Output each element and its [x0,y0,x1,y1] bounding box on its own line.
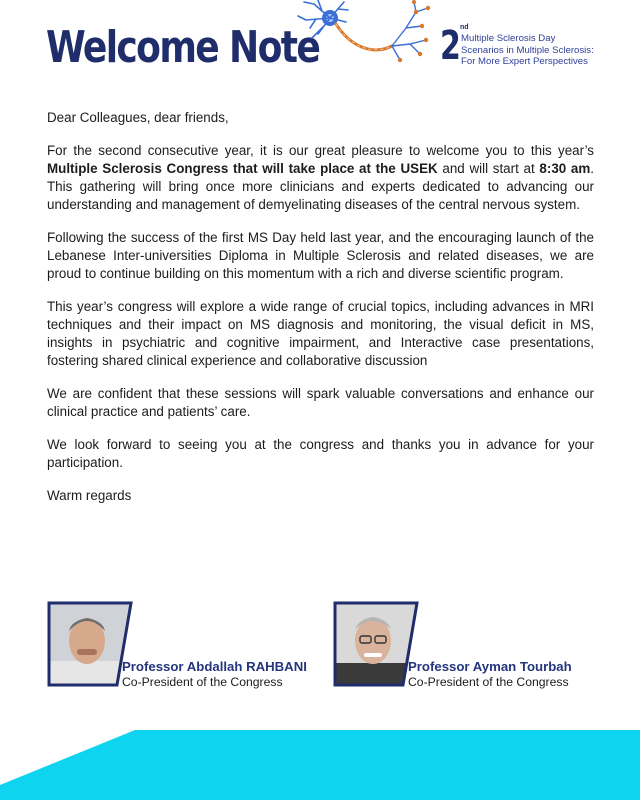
signatory-1-role: Co-President of the Congress [122,675,283,689]
neuron-illustration [296,0,446,66]
event-badge [440,22,630,72]
event-ordinal-number: 2 [440,23,461,69]
letter-paragraph-3: This year’s congress will explore a wide range of crucial topics, including advances in MRI techniques and their impact on MS diagnosis and monitoring, the visual deficit in MS, insights in psychiatric and cognitive impairment, and Interactive case presentations, fostering shared clinical experience and collaborative discussion [47,299,594,368]
letter-paragraph-1 [47,142,594,214]
event-ordinal-suffix: nd [460,24,469,31]
signatory-2-role: Co-President of the Congress [408,675,569,689]
p1-text-1: For the second consecutive year, it is our great pleasure to welcome you to this year’s [47,143,594,158]
signatory-2-photo [333,601,419,687]
letter-paragraph-4: We are confident that these sessions will spark valuable conversations and enhance our clinical practice and patients’ care. [47,386,594,419]
letter-closing: Warm regards [47,488,132,503]
page-title: Welcome Note [46,22,320,73]
signatory-1 [47,601,307,689]
letter-greeting: Dear Colleagues, dear friends, [47,110,229,125]
letter-paragraph-5: We look forward to seeing you at the congress and thanks you in advance for your participation. [47,437,594,470]
p1-text-2: and will start at [437,161,540,176]
letter-body [47,109,594,520]
event-line-1: Multiple Sclerosis Day [461,33,556,44]
signatory-2 [333,601,593,689]
p1-time-bold: 8:30 am [539,161,591,176]
event-line-2: Scenarios in Multiple Sclerosis: [461,44,594,56]
p1-text-3: . This gathering will bring once more clinicians and experts dedicated to advancing our understanding and management of demyelinating diseases of the central nervous system. [47,161,595,212]
event-line-3: For More Expert Perspectives [461,56,588,67]
signatory-1-name: Professor Abdallah RAHBANI [122,659,307,674]
signatory-1-photo [47,601,133,687]
p1-venue-bold: Multiple Sclerosis Congress that will take place at the USEK [47,161,438,176]
signatory-2-name: Professor Ayman Tourbah [408,659,572,674]
footer-cyan-band [0,730,640,800]
letter-paragraph-2: Following the success of the first MS Day held last year, and the encouraging launch of the Lebanese Inter-universities Diploma in Multiple Sclerosis and related diseases, we are proud to continue building on this momentum with a rich and diverse scientific program. [47,230,594,281]
